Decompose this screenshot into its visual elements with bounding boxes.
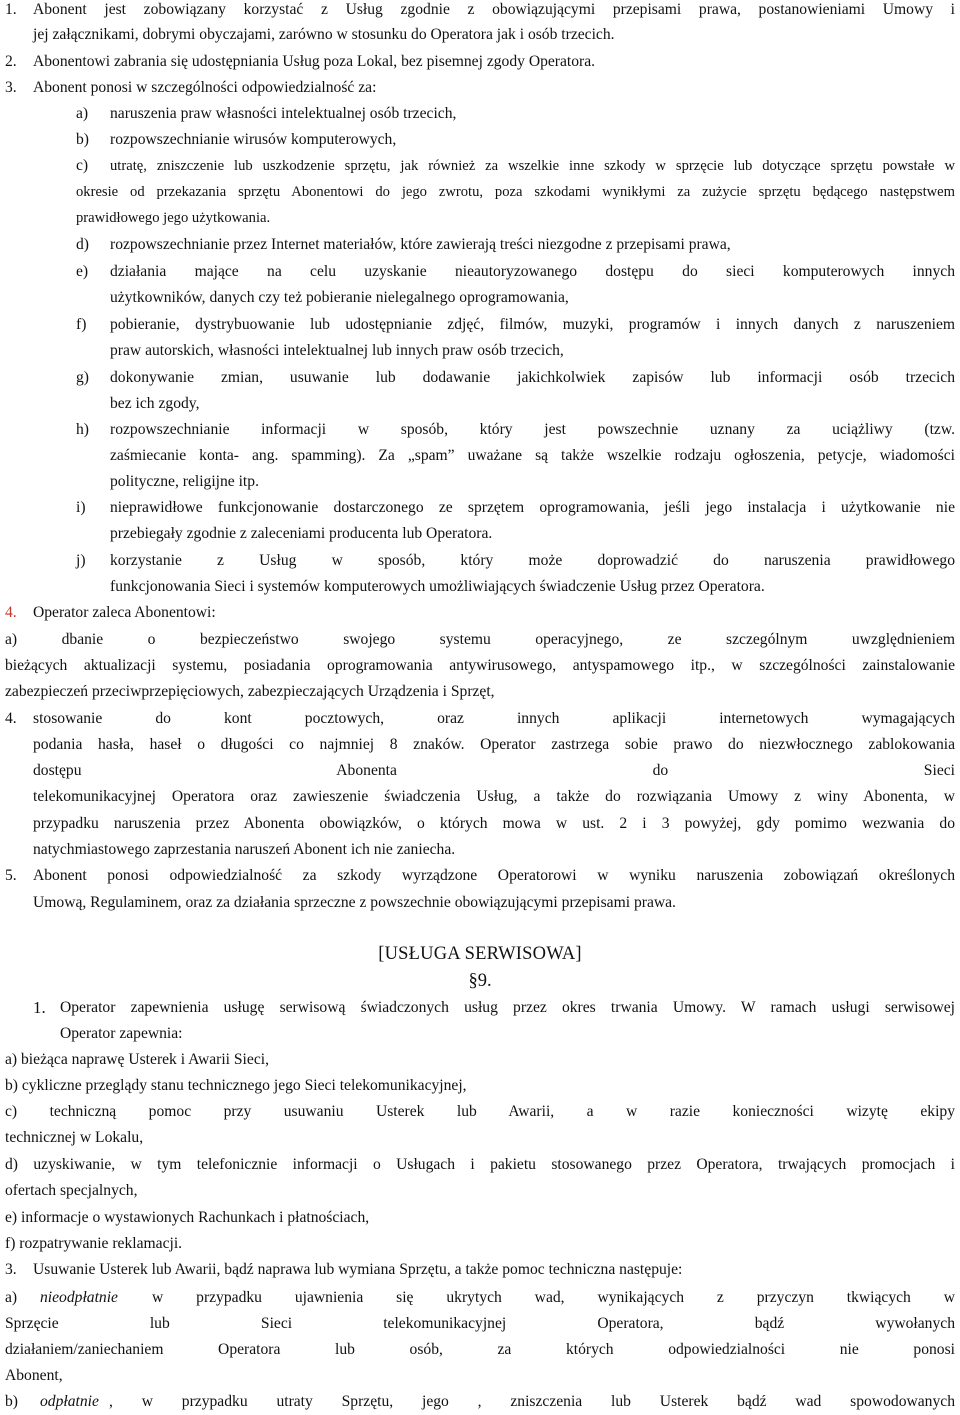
text-line: podania hasła, haseł o długości co najmniej 8 znaków. Operator zastrzega sobie prawo do niezwłocznego zablokowania — [33, 736, 955, 753]
text-line: natychmiastowego zaprzestania naruszeń Abonent ich nie zaniecha. — [33, 841, 456, 858]
text-line: Abonent ponosi w szczególności odpowiedzialność za: — [33, 79, 377, 96]
list-item: dokonywanie zmian, usuwanie lub dodawanie jakichkolwiek zapisów lub informacji osób trzecich — [110, 369, 955, 386]
list-item: Sprzęcie lub Sieci telekomunikacyjnej Operatora, bądź wywołanych — [5, 1315, 955, 1332]
list-item: rozpowszechnianie informacji w sposób, który jest powszechnie uznany za uciążliwy (tzw. — [110, 421, 955, 438]
list-marker: f) — [76, 316, 87, 333]
list-item: naruszenia praw własności intelektualnej osób trzecich, — [110, 105, 457, 122]
list-item: nieprawidłowe funkcjonowanie dostarczonego ze sprzętem oprogramowania, jeśli jego instalacja i użytkowanie nie — [110, 499, 955, 516]
list-item: polityczne, religijne itp. — [110, 473, 259, 490]
text-line: Umową, Regulaminem, oraz za działania sprzeczne z powszechnie obowiązującymi przepisami prawa. — [33, 894, 676, 911]
list-item: b) cykliczne przeglądy stanu technicznego jego Sieci telekomunikacyjnej, — [5, 1077, 467, 1094]
list-item: funkcjonowania Sieci i systemów komputerowych umożliwiających świadczenie Usług przez Operatora. — [110, 578, 765, 595]
list-marker: a) — [76, 105, 89, 122]
text-line: telekomunikacyjnej Operatora oraz zawieszenie świadczenia Usług, a także do rozwiązania Umowy z winy Abonenta, w — [33, 788, 955, 805]
list-marker: a) — [5, 1289, 18, 1306]
list-item: a) bieżąca naprawę Usterek i Awarii Sieci, — [5, 1051, 269, 1068]
list-item: c) techniczną pomoc przy usuwaniu Usterek lub Awarii, a w razie konieczności wizytę ekipy — [5, 1103, 955, 1120]
emphasis-text: nieodpłatnie — [40, 1289, 118, 1306]
list-item: e) informacje o wystawionych Rachunkach i płatnościach, — [5, 1209, 370, 1226]
list-item: technicznej w Lokalu, — [5, 1129, 144, 1146]
list-marker: g) — [76, 369, 89, 386]
list-item: korzystanie z Usług w sposób, który może doprowadzić do naruszenia prawidłowego — [110, 552, 955, 569]
text-line: Operator zapewnia: — [60, 1025, 183, 1042]
item-number: 4. — [5, 710, 17, 727]
text-line: Operator zaleca Abonentowi: — [33, 604, 216, 621]
list-item: pobieranie, dystrybuowanie lub udostępnianie zdjęć, filmów, muzyki, programów i innych danych z naruszeniem — [110, 316, 955, 333]
list-item: d) uzyskiwanie, w tym telefonicznie informacji o Usługach i pakietu stosowanego przez Operatora, trwających promocjach i — [5, 1156, 955, 1173]
list-item: rozpowszechnianie wirusów komputerowych, — [110, 131, 397, 148]
paragraph-number: §9. — [468, 971, 492, 991]
list-item: praw autorskich, własności intelektualnej lub innych praw osób trzecich, — [110, 342, 564, 359]
text-line: Abonent jest zobowiązany korzystać z Usług zgodnie z obowiązującymi przepisami prawa, postanowieniami Umowy i — [33, 1, 955, 18]
list-item: f) rozpatrywanie reklamacji. — [5, 1235, 183, 1252]
list-marker: b) — [5, 1393, 18, 1410]
text-line: Abonent ponosi odpowiedzialność za szkody wyrządzone Operatorowi w wyniku naruszenia zobowiązań określonych — [33, 867, 955, 884]
text-line: dostępu Abonenta do Sieci — [33, 762, 955, 779]
list-marker: c) — [76, 157, 89, 174]
text-line: przypadku naruszenia przez Abonenta obowiązków, o których mowa w ust. 2 i 3 powyżej, gdy pomimo wezwania do — [33, 815, 955, 832]
list-item: ofertach specjalnych, — [5, 1182, 138, 1199]
emphasis-text — [40, 1392, 99, 1412]
list-marker: j) — [76, 552, 86, 569]
item-number: 4. — [5, 604, 17, 621]
text-line: Operator zapewnienia usługę serwisową świadczonych usług przez okres trwania Umowy. W ramach usługi serwisowej — [60, 999, 955, 1016]
list-item: użytkowników, danych czy też pobieranie nielegalnego oprogramowania, — [110, 289, 569, 306]
text-line: jej załącznikami, dobrymi obyczajami, zarówno w stosunku do Operatora jak i osób trzecich. — [33, 26, 615, 43]
list-item: działaniem/zaniechaniem Operatora lub osób, za których odpowiedzialności nie ponosi — [5, 1341, 955, 1358]
list-marker: d) — [76, 236, 89, 253]
list-item: utratę, zniszczenie lub uszkodzenie sprzętu, jak również za wszelkie inne szkody w sprzęcie lub dotyczące sprzętu powstałe w — [110, 158, 955, 174]
list-item: Abonent, — [5, 1367, 63, 1384]
list-item: prawidłowego jego użytkowania. — [76, 210, 271, 226]
text-line: bieżących aktualizacji systemu, posiadania oprogramowania antywirusowego, antyspamowego itp., w szczególności zainstalowanie — [5, 657, 955, 674]
emphasis-text: odpłatnie — [40, 1393, 99, 1410]
item-number: 5. — [5, 867, 17, 884]
text-line: a) dbanie o bezpieczeństwo swojego systemu operacyjnego, ze szczególnym uwzględnieniem — [5, 631, 955, 648]
item-number: 2. — [5, 53, 17, 70]
list-item: działania mające na celu uzyskanie nieautoryzowanego dostępu do sieci komputerowych innych — [110, 263, 955, 280]
list-marker: e) — [76, 263, 89, 280]
text-line: zabezpieczeń przeciwprzepięciowych, zabezpieczających Urządzenia i Sprzęt, — [5, 683, 495, 700]
text-line: Usuwanie Usterek lub Awarii, bądź naprawa lub wymiana Sprzętu, a także pomoc techniczna następuje: — [33, 1261, 683, 1278]
item-number: 3. — [5, 79, 17, 96]
emphasis-text — [40, 1288, 118, 1308]
list-marker: h) — [76, 421, 89, 438]
list-item: przebiegały zgodnie z zaleceniami producenta lub Operatora. — [110, 525, 493, 542]
item-number: 1. — [5, 1, 17, 18]
item-number: 3. — [5, 1261, 17, 1278]
list-item: bez ich zgody, — [110, 395, 200, 412]
list-item: rozpowszechnianie przez Internet materiałów, które zawierają treści niezgodne z przepisami prawa, — [110, 236, 731, 253]
list-marker: b) — [76, 131, 89, 148]
list-item: zaśmiecanie konta- ang. spamming). Za „spam” uważane są także wszelkie rodzaju ogłoszenia, petycje, wiadomości — [110, 447, 955, 464]
text-line: Abonentowi zabrania się udostępniania Usług poza Lokal, bez pisemnej zgody Operatora. — [33, 53, 596, 70]
list-item: w przypadku ujawnienia się ukrytych wad, wynikających z przyczyn tkwiących w — [152, 1289, 955, 1306]
text-line: stosowanie do kont pocztowych, oraz innych aplikacji internetowych wymagających — [33, 710, 955, 727]
list-marker: i) — [76, 499, 86, 516]
list-item: okresie od przekazania sprzętu Abonentowi do jego zwrotu, poza szkodami wynikłymi za zużycie sprzętu będącego następstwem — [76, 184, 955, 200]
item-number: 1. — [33, 998, 46, 1017]
section-heading: [USŁUGA SERWISOWA] — [378, 944, 582, 964]
list-item: , w przypadku utraty Sprzętu, jego , zniszczenia lub Usterek bądź wad spowodowanych — [109, 1393, 955, 1410]
